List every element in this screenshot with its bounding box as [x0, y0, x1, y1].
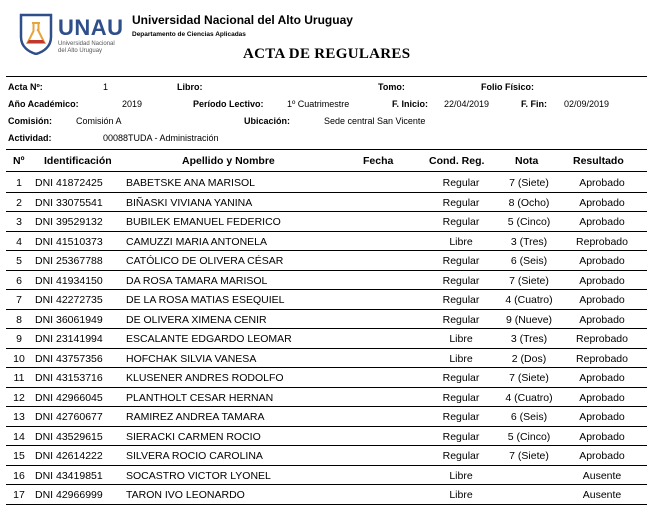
row-condition: Regular	[442, 391, 480, 404]
comision-label: Comisión:	[8, 116, 52, 126]
row-result: Aprobado	[579, 274, 625, 287]
actividad-value: 00088TUDA - Administración	[103, 133, 219, 143]
row-number: 5	[16, 255, 22, 267]
row-identification: DNI 36061949	[35, 313, 103, 326]
periodo-label: Período Lectivo:	[193, 99, 264, 109]
row-identification: DNI 41934150	[35, 274, 103, 287]
table-header-divider	[6, 171, 647, 172]
row-grade: 6 (Seis)	[510, 255, 548, 267]
acta-label: Acta Nº:	[8, 82, 43, 92]
table-row	[6, 193, 647, 213]
row-result: Ausente	[582, 469, 622, 482]
row-student-name: DE OLIVERA XIMENA CENIR	[126, 313, 267, 326]
row-grade: 7 (Siete)	[509, 177, 549, 189]
row-grade: 6 (Seis)	[510, 411, 548, 423]
folio-label: Folio Físico:	[481, 82, 534, 92]
row-number: 13	[13, 411, 25, 423]
row-student-name: CAMUZZI MARIA ANTONELA	[126, 235, 267, 248]
row-result: Reprobado	[576, 333, 628, 345]
university-name: Universidad Nacional del Alto Uruguay	[132, 13, 353, 27]
row-student-name: ESCALANTE EDGARDO LEOMAR	[126, 333, 292, 345]
row-number: 12	[13, 391, 25, 404]
logo-subtitle: Universidad Nacional del Alto Uruguay	[58, 41, 115, 54]
row-identification: DNI 43419851	[35, 469, 103, 482]
row-identification: DNI 33075541	[35, 196, 103, 209]
anio-value: 2019	[122, 99, 143, 109]
row-number: 9	[16, 333, 22, 345]
row-condition: Libre	[449, 235, 473, 248]
fecha-inicio-label: F. Inicio:	[392, 99, 428, 109]
document-title: ACTA DE REGULARES	[243, 46, 411, 62]
row-result: Aprobado	[579, 294, 625, 306]
row-condition: Regular	[442, 255, 480, 267]
col-header-name: Apellido y Nombre	[182, 155, 275, 167]
row-number: 7	[16, 294, 22, 306]
row-identification: DNI 41872425	[35, 177, 103, 189]
row-identification: DNI 41510373	[35, 235, 103, 248]
table-row	[6, 388, 647, 408]
row-result: Aprobado	[579, 177, 625, 189]
col-header-num: Nº	[13, 155, 25, 167]
row-student-name: HOFCHAK SILVIA VANESA	[126, 352, 257, 365]
row-grade: 3 (Tres)	[510, 333, 548, 345]
logo-wordmark: UNAU	[58, 15, 124, 40]
table-row	[6, 212, 647, 232]
col-header-result: Resultado	[573, 155, 624, 167]
row-condition: Regular	[442, 450, 480, 462]
row-number: 3	[16, 216, 22, 228]
row-condition: Regular	[442, 196, 480, 209]
row-result: Aprobado	[579, 430, 625, 443]
row-identification: DNI 43153716	[35, 372, 103, 384]
row-condition: Libre	[449, 333, 473, 345]
row-grade: 4 (Cuatro)	[505, 294, 553, 306]
periodo-value: 1º Cuatrimestre	[287, 99, 350, 109]
row-condition: Regular	[442, 372, 480, 384]
row-identification: DNI 25367788	[35, 255, 103, 267]
row-number: 1	[16, 177, 22, 189]
row-number: 4	[16, 235, 22, 248]
row-student-name: SOCASTRO VICTOR LYONEL	[126, 469, 271, 482]
fecha-inicio-value: 22/04/2019	[444, 99, 490, 109]
table-row	[6, 349, 647, 369]
row-identification: DNI 23141994	[35, 333, 103, 345]
row-student-name: BABETSKE ANA MARISOL	[126, 177, 255, 189]
row-number: 11	[13, 372, 25, 384]
row-identification: DNI 42966999	[35, 489, 103, 501]
row-result: Aprobado	[579, 411, 625, 423]
row-grade: 7 (Siete)	[509, 372, 549, 384]
row-result: Aprobado	[579, 196, 625, 209]
table-row	[6, 466, 647, 486]
row-grade: 5 (Cinco)	[507, 216, 551, 228]
department-name: Departamento de Ciencias Aplicadas	[132, 31, 246, 38]
row-condition: Libre	[449, 489, 473, 501]
row-identification: DNI 43529615	[35, 430, 103, 443]
table-row	[6, 232, 647, 252]
libro-label: Libro:	[177, 82, 203, 92]
tomo-label: Tomo:	[378, 82, 405, 92]
row-condition: Regular	[442, 216, 480, 228]
row-identification: DNI 39529132	[35, 216, 103, 228]
row-number: 17	[13, 489, 25, 501]
row-condition: Regular	[442, 411, 480, 423]
row-number: 14	[13, 430, 25, 443]
row-number: 15	[13, 450, 25, 462]
row-identification: DNI 42272735	[35, 294, 103, 306]
row-identification: DNI 42614222	[35, 450, 103, 462]
row-grade: 8 (Ocho)	[508, 196, 550, 209]
table-row	[6, 329, 647, 349]
row-grade: 7 (Siete)	[509, 450, 549, 462]
ubicacion-label: Ubicación:	[244, 116, 291, 126]
row-identification: DNI 42760677	[35, 411, 103, 423]
table-row	[6, 251, 647, 271]
row-condition: Regular	[442, 294, 480, 306]
row-identification: DNI 43757356	[35, 352, 103, 365]
table-row	[6, 271, 647, 291]
row-result: Aprobado	[579, 255, 625, 267]
university-logo	[18, 13, 124, 57]
row-condition: Libre	[449, 469, 473, 482]
table-row	[6, 173, 647, 193]
row-grade: 3 (Tres)	[510, 235, 548, 248]
row-result: Ausente	[582, 489, 622, 501]
row-student-name: BIÑASKI VIVIANA YANINA	[126, 196, 253, 209]
row-result: Reprobado	[576, 235, 628, 248]
row-result: Aprobado	[579, 450, 625, 462]
fecha-fin-label: F. Fin:	[521, 99, 547, 109]
row-student-name: PLANTHOLT CESAR HERNAN	[126, 391, 274, 404]
table-row	[6, 310, 647, 330]
row-student-name: KLUSENER ANDRES RODOLFO	[126, 372, 284, 384]
col-header-date: Fecha	[363, 155, 394, 167]
anio-label: Año Académico:	[8, 99, 79, 109]
row-student-name: SIERACKI CARMEN ROCIO	[126, 430, 261, 443]
row-student-name: DE LA ROSA MATIAS ESEQUIEL	[126, 294, 285, 306]
table-row	[6, 446, 647, 466]
row-number: 8	[16, 313, 22, 326]
table-row	[6, 290, 647, 310]
row-student-name: DA ROSA TAMARA MARISOL	[126, 274, 268, 287]
row-number: 10	[13, 352, 25, 365]
comision-value: Comisión A	[76, 116, 122, 126]
row-grade: 5 (Cinco)	[507, 430, 551, 443]
row-number: 16	[13, 469, 25, 482]
row-student-name: SILVERA ROCIO CAROLINA	[126, 450, 263, 462]
row-student-name: RAMIREZ ANDREA TAMARA	[126, 411, 265, 423]
table-row	[6, 407, 647, 427]
row-condition: Regular	[442, 430, 480, 443]
info-top-divider	[6, 76, 647, 77]
row-number: 6	[16, 274, 22, 287]
row-identification: DNI 42966045	[35, 391, 103, 404]
row-result: Aprobado	[579, 372, 625, 384]
row-grade: 9 (Nueve)	[505, 313, 553, 326]
row-number: 2	[16, 196, 22, 209]
row-result: Aprobado	[579, 391, 625, 404]
row-result: Aprobado	[579, 216, 625, 228]
table-row	[6, 485, 647, 505]
row-condition: Regular	[442, 274, 480, 287]
row-grade: 2 (Dos)	[511, 352, 547, 365]
row-grade: 7 (Siete)	[509, 274, 549, 287]
acta-value: 1	[103, 82, 109, 92]
ubicacion-value: Sede central San Vicente	[324, 116, 426, 126]
row-condition: Regular	[442, 313, 480, 326]
table-top-divider	[6, 149, 647, 150]
row-student-name: BUBILEK EMANUEL FEDERICO	[126, 216, 281, 228]
fecha-fin-value: 02/09/2019	[564, 99, 610, 109]
row-condition: Regular	[442, 177, 480, 189]
row-result: Reprobado	[576, 352, 628, 365]
lab-flask-icon	[18, 13, 54, 55]
row-student-name: CATÓLICO DE OLIVERA CÉSAR	[126, 255, 284, 267]
table-row	[6, 368, 647, 388]
table-row	[6, 427, 647, 447]
col-header-cond: Cond. Reg.	[429, 155, 485, 167]
row-student-name: TARON IVO LEONARDO	[126, 489, 245, 501]
col-header-id: Identificación	[44, 155, 112, 167]
row-grade: 4 (Cuatro)	[505, 391, 553, 404]
row-condition: Libre	[449, 352, 473, 365]
row-result: Aprobado	[579, 313, 625, 326]
col-header-nota: Nota	[515, 155, 539, 167]
actividad-label: Actividad:	[8, 133, 52, 143]
